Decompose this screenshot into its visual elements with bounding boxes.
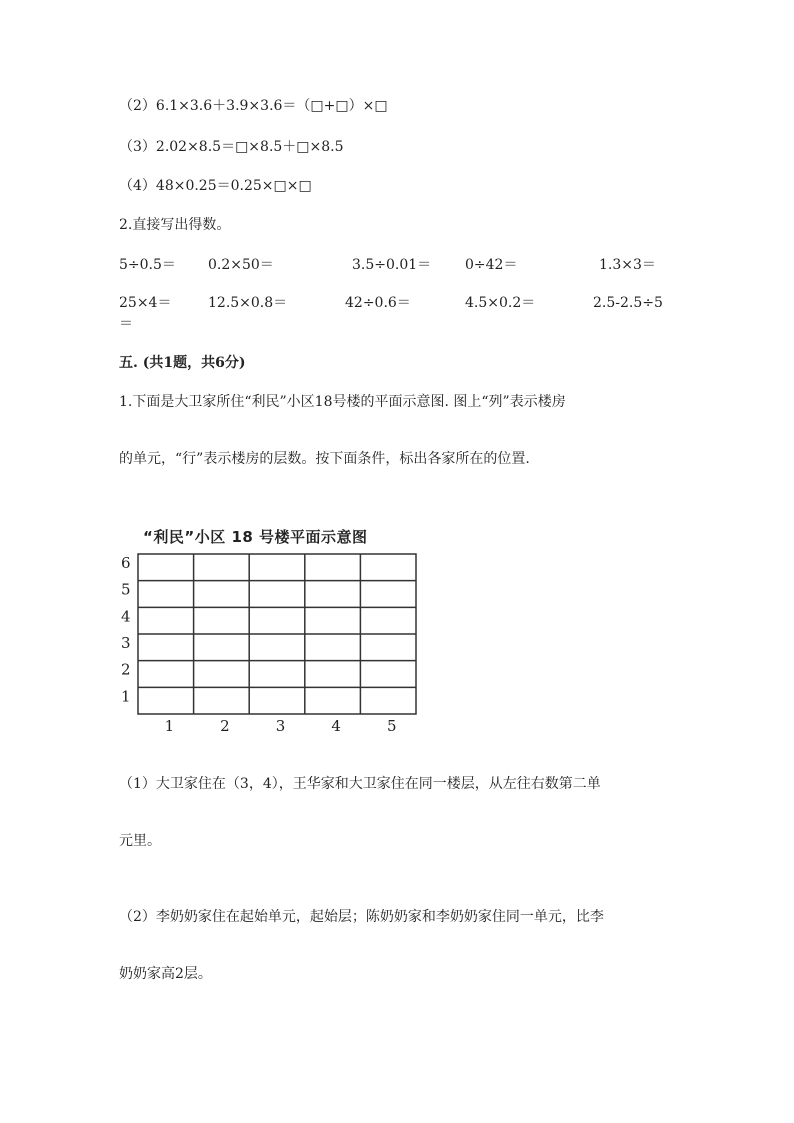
equation-3: （3）2.02×8.5＝□×8.5＋□×8.5 [119,139,344,155]
calc-item: 5÷0.5＝ [119,257,176,273]
row-label: 4 [121,607,131,626]
equation-2: （2）6.1×3.6＋3.9×3.6＝（□+□）×□ [119,98,388,114]
row-label: 5 [121,580,131,599]
row-label: 3 [121,634,131,652]
column-label: 4 [331,717,341,735]
calc-item: 3.5÷0.01＝ [352,257,432,273]
column-label: 3 [275,717,286,735]
calc-item: 25×4＝ [119,295,172,311]
calc-item: 42÷0.6＝ [345,295,411,311]
calc-item: 4.5×0.2＝ [465,295,536,311]
equation-4: （4）48×0.25＝0.25×□×□ [119,178,312,194]
calc-item: 1.3×3＝ [599,257,656,273]
problem-text-line-1: 1.下面是大卫家所住“利民”小区18号楼的平面示意图. 图上“列”表示楼房 [119,394,566,410]
column-label: 1 [164,717,175,735]
calc-item: 0÷42＝ [465,257,518,273]
condition-2-line-1: （2）李奶奶家住在起始单元，起始层；陈奶奶家和李奶奶家住同一单元，比李 [119,909,604,925]
condition-2-line-2: 奶奶家高2层。 [119,966,212,982]
question-2-heading: 2.直接写出得数。 [119,217,231,233]
row-label: 6 [121,554,131,572]
calc-item: 2.5-2.5÷5 [593,295,663,311]
condition-1-line-2: 元里。 [119,833,161,849]
column-label: 5 [386,717,397,735]
row-label: 2 [121,660,131,679]
calc-item: 0.2×50＝ [208,257,274,273]
section-5-heading: 五. (共1题，共6分) [119,355,246,371]
row-label: 1 [121,687,131,706]
calc-item-wrap: ＝ [119,316,133,332]
condition-1-line-1: （1）大卫家住在（3，4），王华家和大卫家住在同一楼层，从左往右数第二单 [119,776,601,792]
problem-text-line-2: 的单元，“行”表示楼房的层数。按下面条件，标出各家所在的位置. [119,451,530,467]
grid-title: “利民”小区 18 号楼平面示意图 [143,528,368,546]
calc-item: 12.5×0.8＝ [208,295,288,311]
column-label: 2 [220,717,230,735]
